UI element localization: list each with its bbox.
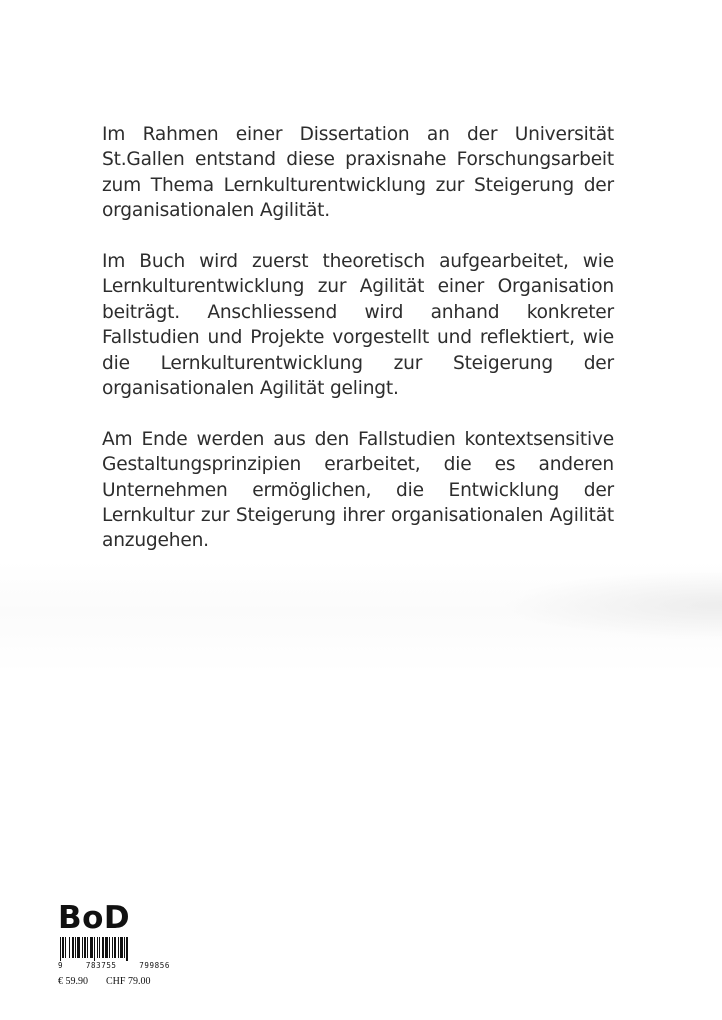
publisher-block: [58, 902, 178, 987]
price-chf: CHF 79.00: [106, 976, 151, 987]
barcode-bar: [102, 937, 104, 958]
barcode-icon: [58, 937, 162, 961]
blurb-paragraph-1: Im Rahmen einer Dissertation an der Universität St.Gallen entstand diese praxisnahe Forschungsarbeit zum Thema Lernkulturentwicklung zur Steigerung der organisationalen Agilität.: [102, 124, 614, 222]
barcode-bar: [120, 937, 123, 958]
barcode-bar: [65, 937, 66, 958]
barcode-bar: [75, 937, 76, 958]
barcode-bar: [99, 937, 100, 958]
barcode-bar: [97, 937, 98, 958]
barcode-bar: [126, 937, 128, 961]
paper-sheen: [502, 570, 722, 640]
isbn-number: [58, 961, 170, 970]
isbn-group-2: 783755: [85, 961, 117, 970]
barcode-bar: [84, 937, 86, 958]
barcode-bar: [94, 937, 95, 961]
barcode-bar: [77, 937, 80, 958]
barcode-bar: [60, 937, 61, 961]
price-line: [58, 976, 178, 987]
barcode-bar: [114, 937, 116, 958]
barcode-bar: [124, 937, 125, 958]
bod-logo: BoD: [58, 900, 131, 936]
barcode-bar: [82, 937, 83, 958]
price-eur: € 59.90: [58, 976, 88, 987]
barcode-bar: [87, 937, 88, 958]
barcode-bar: [62, 937, 64, 958]
blurb-paragraph-2: Im Buch wird zuerst theoretisch aufgearbeitet, wie Lernkulturentwicklung zur Agilität einer Organisation beiträgt. Anschliessend wird anhand konkreter Fallstudien und Projekte vorgestellt und reflektiert, wie die Lernkulturentwicklung zur Steigerung der organisationalen Agilität gelingt.: [102, 251, 614, 400]
barcode-bar: [105, 937, 108, 958]
isbn-group-3: 799856: [139, 961, 170, 970]
barcode-bar: [90, 937, 93, 958]
barcode-bar: [118, 937, 119, 958]
barcode-bar: [69, 937, 70, 958]
blurb-text: [102, 122, 614, 579]
barcode-bar: [112, 937, 113, 958]
barcode-bar: [72, 937, 74, 958]
blurb-paragraph-3: Am Ende werden aus den Fallstudien kontextsensitive Gestaltungsprinzipien erarbeitet, die es anderen Unternehmen ermöglichen, die Entwicklung der Lernkultur zur Steigerung ihrer organisationalen Agilität anzugehen.: [102, 428, 614, 552]
isbn-group-1: 9: [58, 961, 64, 970]
barcode-bar: [109, 937, 110, 958]
